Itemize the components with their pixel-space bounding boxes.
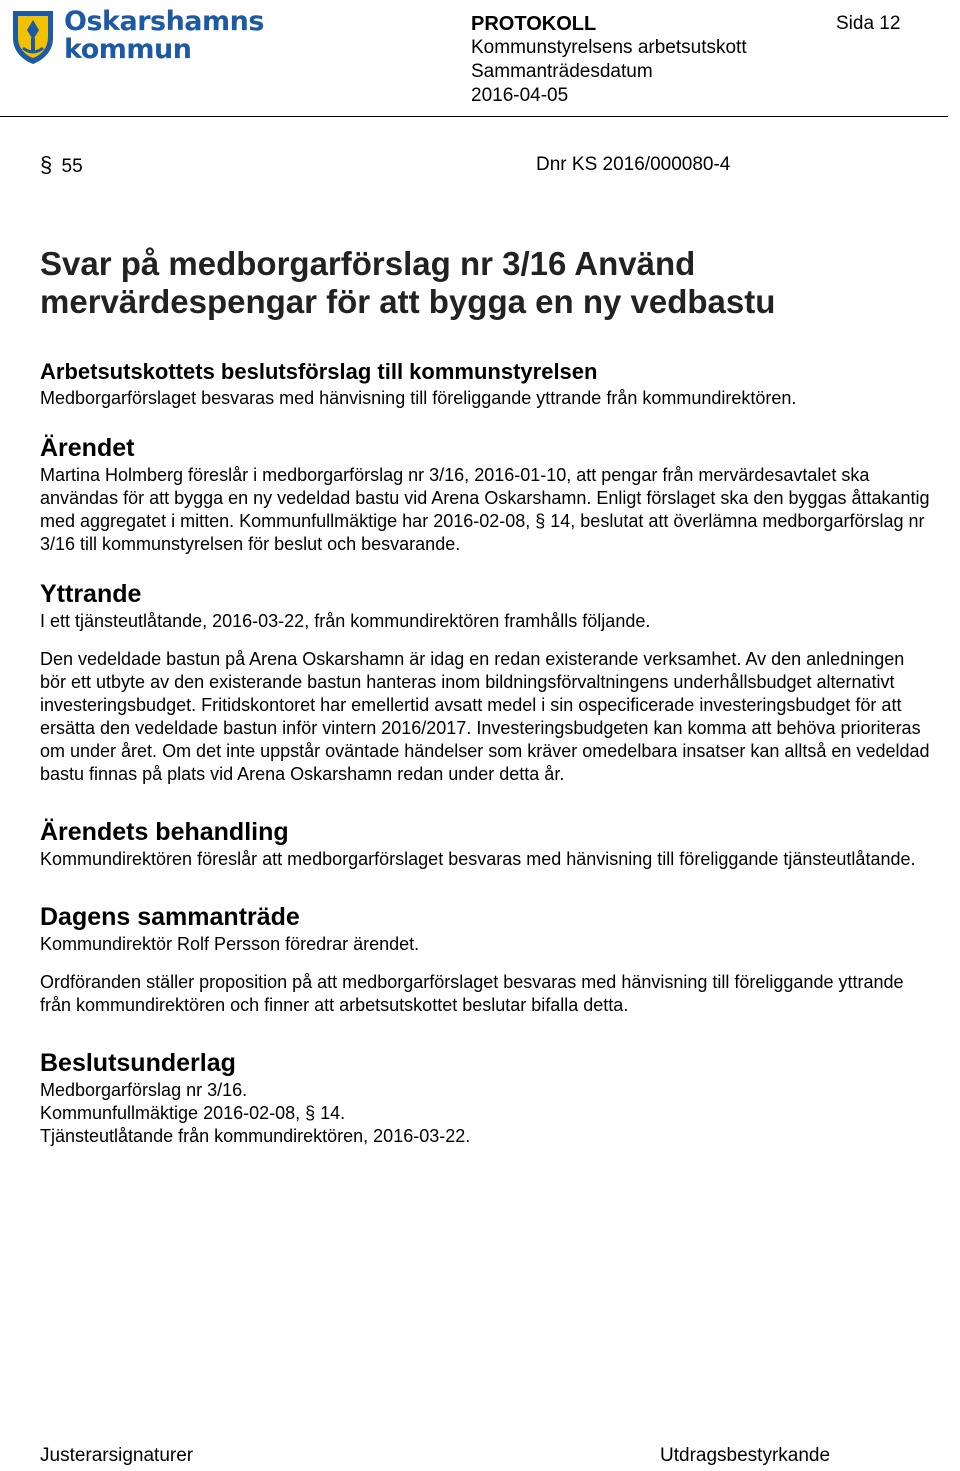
logo bbox=[10, 8, 264, 66]
page-title: Svar på medborgarförslag nr 3/16 Använd mervärdespengar för att bygga en ny vedbastu bbox=[40, 245, 776, 320]
dagens-text-1: Kommundirektör Rolf Persson föredrar ärendet. bbox=[40, 934, 420, 954]
logo-text-line1: Oskarshamns bbox=[64, 6, 264, 37]
behandling-text: Kommundirektören föreslår att medborgarförslaget besvaras med hänvisning till föreliggande tjänsteutlåtande. bbox=[40, 849, 916, 869]
dagens-text-2: Ordföranden ställer proposition på att medborgarförslaget besvaras med hänvisning till föreliggande yttrande från kommundirektören och finner att arbetsutskottet beslutar bifalla detta. bbox=[40, 972, 904, 1015]
underlag-heading: Beslutsunderlag bbox=[40, 1049, 236, 1077]
meeting-date: 2016-04-05 bbox=[471, 85, 569, 106]
document-header bbox=[471, 12, 747, 108]
paragraph-number bbox=[40, 152, 960, 178]
paragraph-value: 55 bbox=[61, 156, 83, 177]
case-reference: Dnr KS 2016/000080-4 bbox=[536, 154, 731, 175]
page-number: Sida 12 bbox=[836, 13, 901, 34]
section-symbol: § bbox=[40, 152, 53, 177]
dagens-heading: Dagens sammanträde bbox=[40, 903, 300, 931]
underlag-item: Medborgarförslag nr 3/16. bbox=[40, 1080, 248, 1100]
logo-text-line2: kommun bbox=[64, 34, 192, 65]
yttrande-text-2: Den vedeldade bastun på Arena Oskarshamn är idag en redan existerande verksamhet. Av den anledningen bör ett utbyte av den existerande bastun hanteras inom bildningsförvaltningens underhållsbudget alternativt investeringsbudget. Fritidskontoret har emellertid avsatt medel i sin ospecificerade investeringsbudget för att ersätta den vedeldade bastun inför vintern 2016/2017. Investeringsbudgeten kan komma att behöva prioriteras om under året. Om det inte uppstår oväntade händelser som kräver omedelbara insatser kan alltså en vedeldad bastu finnas på plats vid Arena Oskarshamn redan under detta år. bbox=[40, 649, 930, 784]
header-divider bbox=[0, 116, 948, 117]
document-body bbox=[40, 357, 930, 1148]
footer-certification: Utdragsbestyrkande bbox=[660, 1445, 831, 1466]
underlag-item: Tjänsteutlåtande från kommundirektören, 2016-03-22. bbox=[40, 1126, 471, 1146]
coat-of-arms-icon bbox=[10, 8, 56, 66]
footer-signatures: Justerarsignaturer bbox=[40, 1445, 194, 1466]
underlag-item: Kommunfullmäktige 2016-02-08, § 14. bbox=[40, 1103, 346, 1123]
arendet-heading: Ärendet bbox=[40, 434, 135, 462]
behandling-heading: Ärendets behandling bbox=[40, 818, 289, 846]
arendet-text: Martina Holmberg föreslår i medborgarförslag nr 3/16, 2016-01-10, att pengar från mervärdesavtalet ska användas för att bygga en ny vedeldad bastu vid Arena Oskarshamn. Enligt förslaget ska den byggas åttakantig med aggregatet i mitten. Kommunfullmäktige har 2016-02-08, § 14, beslutat att överlämna medborgarförslag nr 3/16 till kommunstyrelsen för beslut och besvarande. bbox=[40, 465, 930, 554]
committee-name: Kommunstyrelsens arbetsutskott bbox=[471, 37, 747, 58]
meeting-date-label: Sammanträdesdatum bbox=[471, 61, 653, 82]
proposal-heading: Arbetsutskottets beslutsförslag till kommunstyrelsen bbox=[40, 359, 598, 384]
yttrande-text-1: I ett tjänsteutlåtande, 2016-03-22, från kommundirektören framhålls följande. bbox=[40, 611, 651, 631]
doc-type: PROTOKOLL bbox=[471, 13, 597, 35]
yttrande-heading: Yttrande bbox=[40, 580, 142, 608]
proposal-text: Medborgarförslaget besvaras med hänvisning till föreliggande yttrande från kommundirektören. bbox=[40, 388, 797, 408]
